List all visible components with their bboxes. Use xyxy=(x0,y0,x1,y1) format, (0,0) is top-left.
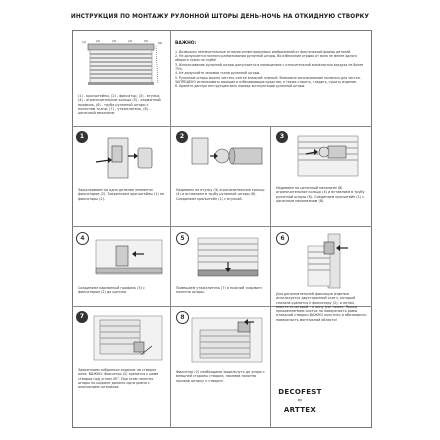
parts-legend: (1) - кронштейны, (2) - фиксатор, (3) - втулка, (4) - ограничительное кольцо (5) - карманный профиль, (6) - труба рулонной шторы с полотном ткани, (7) - утяжелитель, (8) - цепочный механизм xyxy=(78,94,161,116)
svg-text:(4): (4) xyxy=(128,39,133,43)
step-5-illustration xyxy=(190,234,266,282)
important-item: 5. Рулонные шторы можно чистить слегка влажной тряпкой. Возможно использование пылесоса для чистки. ЗАПРЕЩЕНО использовать моющие и отбеливающие средства, а также стирать, гладить, сушить изделие. xyxy=(175,75,361,84)
step-1-text: Защелкиваем на одно деление элементы фиксаторов (2). Закрепляем кронштейны (1) на фиксаторы (2). xyxy=(78,188,165,201)
svg-text:(5): (5) xyxy=(144,39,149,43)
important-item: 1. Возможны незначительные отличия иллюстрируемых изображений от фактической формы деталей. xyxy=(175,50,352,54)
svg-text:(1): (1) xyxy=(82,40,87,44)
step-2-illustration xyxy=(186,134,266,184)
step-8-illustration xyxy=(188,312,266,366)
step-7-text: Закрепляем собранное изделие на створке окна. ВАЖНО: Фиксатор (2) крепится к раме створки под углом 45°. При этом полотно шторы по ширине должно идти ровно с окончанием штапиков. xyxy=(78,368,159,390)
svg-text:(8): (8) xyxy=(158,41,163,45)
page-title: ИНСТРУКЦИЯ ПО МОНТАЖУ РУЛОННОЙ ШТОРЫ ДЕНЬ-НОЧЬ НА ОТКИДНУЮ СТВОРКУ xyxy=(70,14,370,20)
step-3-text: Надеваем на цепочный механизм (8) ограничительное кольцо (4) и вставляем в трубу рулонной шторы (6). Соединяем кронштейн (1) с цепочным механизмом (8). xyxy=(276,186,365,203)
step-7-badge: 7 xyxy=(76,311,88,323)
svg-text:(2): (2) xyxy=(96,39,101,43)
brand-by: by xyxy=(297,398,303,402)
step-2-text: Надеваем на втулку (3) ограничительное кольцо (4) и вставляем в трубу рулонной шторы (6). Соединяем кронштейн (1) с втулкой. xyxy=(176,188,265,201)
important-list xyxy=(175,50,365,89)
step-5-text: Помещаем утяжелитель (7) в нижний «карман» полотна шторы. xyxy=(176,286,263,295)
step-8-badge: 8 xyxy=(176,311,189,324)
important-item: 4. Не допускайте заломов ткани рулонной шторы. xyxy=(175,71,261,76)
important-item: 2. Не допускается полного разматывания рулонной шторы. Во избежание отрыва от вала не менее одного оборота ткани на трубе! xyxy=(175,54,358,63)
brand-logo-arttex: ARTTEX xyxy=(283,406,317,414)
divider xyxy=(72,226,372,227)
roller-blind-overview-illustration xyxy=(82,38,164,90)
step-4-badge: 4 xyxy=(76,232,89,245)
step-7-illustration xyxy=(90,312,166,364)
important-item: 6. Храните данную инструкцию весь период эксплуатации рулонной шторы. xyxy=(175,84,306,89)
step-3-badge: 3 xyxy=(276,131,288,143)
divider xyxy=(270,126,271,428)
important-title: ВАЖНО: xyxy=(175,41,197,46)
step-6-text: Для дополнительной фиксации изделия используется двусторонний скотч, который сначала крепится к фиксатору (2), а потом, вместе со шторой – к окну (см. ниже). Перед прикреплением скотча на поверхность рамы откидной створки ВАЖНО очистить и обезжирить поверхность монтажной области! xyxy=(276,292,367,322)
step-6-badge: 6 xyxy=(276,232,289,245)
divider xyxy=(72,126,372,127)
step-1-badge: 1 xyxy=(76,131,88,143)
step-2-badge: 2 xyxy=(176,131,188,143)
angle-label: 45° xyxy=(140,352,146,356)
step-6-illustration xyxy=(288,232,368,290)
step-1-illustration xyxy=(90,132,166,184)
divider xyxy=(170,30,171,126)
step-3-illustration xyxy=(288,132,368,184)
brand-logo-decofest: DECOFEST xyxy=(278,388,322,396)
step-8-text: Фиксатор (2) необходимо защелкнуть до упора с внешней стороны створки, наклеив полотно прижав шторку к створке. xyxy=(176,370,265,383)
step-4-text: Соединяем карманный профиль (5) с фиксатором (2) до щелчка. xyxy=(78,286,145,295)
step-5-badge: 5 xyxy=(176,232,189,245)
important-item: 3. Использование рулонной шторы допускается в помещениях с относительной влажностью воздуха не более 75%. xyxy=(175,62,364,71)
svg-text:(3): (3) xyxy=(112,39,117,43)
step-4-illustration xyxy=(92,232,166,282)
divider xyxy=(170,126,171,428)
